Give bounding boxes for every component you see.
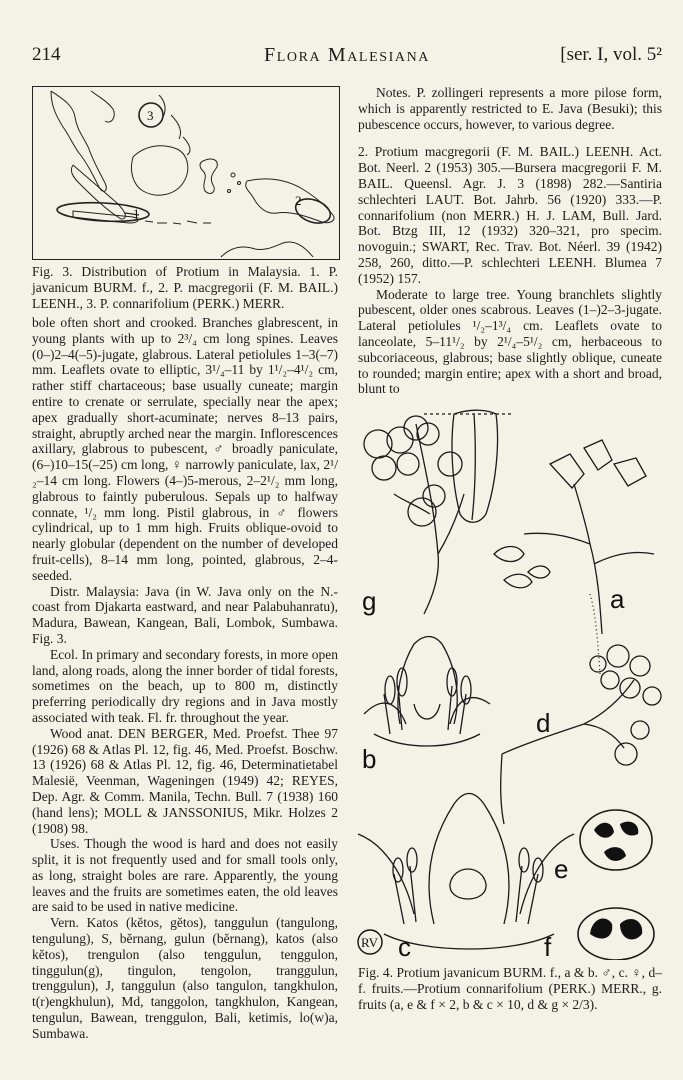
species-description: bole often short and crooked. Branches glabrescent, in young plants with up to 2³/₄ cm long spines. Leaves (0–)2–4(–5)-jugate, glabrous. Lateral petiolules 1–3(–7) mm. Leaflets ovate to elliptic, 3¹/₄–11 by 1¹/₂–4¹/₂ cm, rather stiff chartaceous; base usually cuneate; margin entire to crenate or serrulate, specially near the apex; apex gradually short-acuminate; nerves 8–13 pairs, straight, abruptly arched near the margin. Inflorescences axillary, glabrous to pubescent, ♂ broadly paniculate, (6–)10–15(–25) cm long, ♀ narrowly paniculate, lax, 2¹/₂–14 cm long. Flowers (4–)5-merous, 2–2¹/₂ mm long, glabrous to faintly puberulous. Sepals up to halfway connate, ¹/₂ mm long. Pistil glabrous, in ♂ flowers cylindrical, up to 1 mm high. Fruits oblique-ovoid to nearly globular (dependent on the number of developed fruit-cells), 8–14 mm long, pointed, glabrous, 2–4-seeded. — [32, 315, 338, 583]
distribution-paragraph: Distr. Malaysia: Java (in W. Java only on the N.-coast from Djakarta eastward, and near Palabuhanratu), Madura, Bawean, Kangean, Bali, Lombok, Sumbawa. Fig. 3. — [32, 583, 338, 646]
panel-label-e: e — [554, 854, 569, 884]
figure4-drawing — [354, 404, 664, 960]
page-number: 214 — [32, 44, 61, 65]
vernacular-paragraph: Vern. Katos (kĕtos, gĕtos), tanggulun (tangulong, tengulung), S, bĕrnang, gulun (bĕrnang), katos (also kĕtos), trengulon (also tenggulun, tenggulon, tinggulun(g), tingulon, tengolon, tranggulun, trenggulun), J, tanggulun (also tangulon, tangkhulon, t(r)engkhulun), Md, tanggolon, tangkhulon, Kangean, tengulun, Bawean, trenggulon, Bali, ketimis, lo(w)a, Sumbawa. — [32, 915, 338, 1041]
wood-anatomy-paragraph: Wood anat. DEN BERGER, Med. Proefst. Thee 97 (1926) 68 & Atlas Pl. 12, fig. 46, Med. Proefst. Boschw. 13 (1926) 68 & Atlas Pl. 12, fig. 46, Determinatietabel Malesië, Veenman, Wageningen (1949) 42; REYES, Dep. Agr. & Comm. Manila, Techn. Bull. 7 (1938) 160 (hand lens); MOLL & JANSSONIUS, Mikr. Holzes 2 (1908) 98. — [32, 725, 338, 836]
ecology-paragraph: Ecol. In primary and secondary forests, in more open land, along roads, along the inner border of tidal forests, sometimes on the beach, up to 800 m, distinctly preferring periodically dry regions and in Java mostly associated with teak. Fl. fr. throughout the year. — [32, 646, 338, 725]
uses-paragraph: Uses. Though the wood is hard and does not easily split, it is not frequently used and for small tools only, as long, straight boles are rare. Apparently, the young leaves and the fruits are sometimes eaten, the old leaves are said to be used in native medicine. — [32, 836, 338, 915]
artist-monogram: RV — [361, 935, 379, 950]
map-label-2: 2 — [295, 193, 302, 208]
panel-label-b: b — [362, 744, 377, 774]
map-drawing — [33, 87, 339, 259]
panel-label-c: c — [398, 932, 411, 960]
notes-paragraph: Notes. P. zollingeri represents a more pilose form, which is apparently restricted to E. Java (Besuki); this pubescence occurs, however, to various degree. — [358, 85, 662, 132]
panel-label-g: g — [362, 586, 377, 616]
macgregorii-description: Moderate to large tree. Young branchlets slightly pubescent, older ones scabrous. Leaves (1–)2–3-jugate. Lateral petiolules ¹/₂–1³/₄ cm. Leaflets ovate to lanceolate, 5–11¹/₂ by 2¹/₄–5¹/₂ cm, herbaceous to subcoriaceous, glabrous; base slightly oblique, cuneate to rounded; margin entire; apex with a short and broad, blunt to — [358, 286, 662, 397]
map-label-1: 1 — [133, 206, 140, 221]
right-column — [358, 85, 662, 397]
panel-label-a: a — [610, 584, 625, 614]
fig4-caption: Fig. 4. Protium javanicum BURM. f., a & b. ♂, c. ♀, d–f. fruits.—Protium connarifolium (PERK.) MERR., g. fruits (a, e & f × 2, b & c × 10, d & g × 2/3). — [358, 965, 662, 1012]
synonymy-paragraph: 2. Protium macgregorii (F. M. BAIL.) LEENH. Act. Bot. Neerl. 2 (1953) 305.—Bursera macgregorii F. M. BAIL. Queensl. Agr. J. 3 (1898) 282.—Santiria schlechteri LAUT. Bot. Jahrb. 56 (1920) 333.—P. connarifolium (non MERR.) H. J. LAM, Bull. Jard. Bot. Btzg III, 12 (1932) 320–321, pro specim. novoguin.; SWART, Rec. Trav. Bot. Néerl. 39 (1942) 258, 260, ditto.—P. schlechteri LEENH. Blumea 7 (1952) 157. — [358, 144, 662, 286]
series-volume: [ser. I, vol. 5² — [560, 44, 662, 65]
map-label-3: 3 — [147, 108, 154, 123]
left-column — [32, 315, 338, 1042]
panel-label-f: f — [544, 932, 552, 960]
journal-title: Flora Malesiana — [263, 44, 430, 66]
fig3-caption: Fig. 3. Distribution of Protium in Malaysia. 1. P. javanicum BURM. f., 2. P. macgregorii (F. M. BAIL.) LEENH., 3. P. connarifolium (PERK.) MERR. — [32, 264, 338, 311]
panel-label-d: d — [536, 708, 551, 738]
distribution-map — [32, 86, 340, 260]
botanical-illustration — [354, 404, 664, 960]
running-header — [32, 44, 662, 72]
